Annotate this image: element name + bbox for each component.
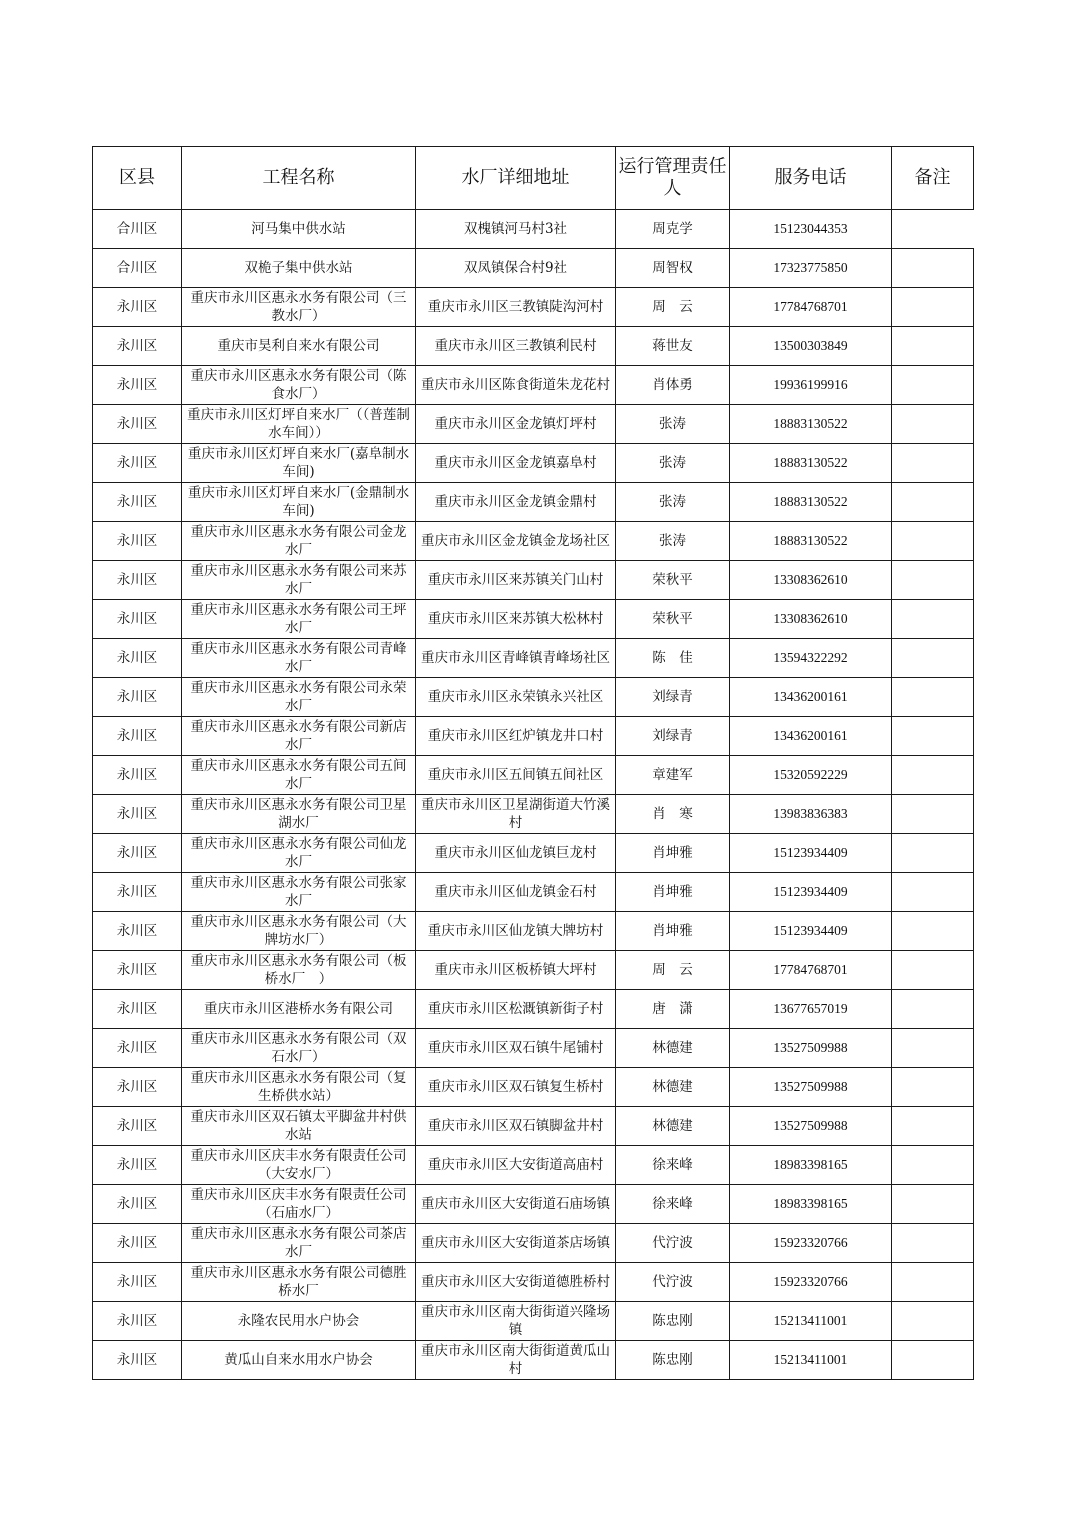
remark-cell xyxy=(892,717,974,756)
project-name-cell: 重庆市永川区惠永水务有限公司新店水厂 xyxy=(182,717,416,756)
table-row xyxy=(93,210,974,249)
address-cell: 重庆市永川区双石镇脚盆井村 xyxy=(416,1107,616,1146)
project-name-cell: 双桅子集中供水站 xyxy=(182,249,416,288)
district-cell: 永川区 xyxy=(93,561,182,600)
table-row xyxy=(93,1341,974,1380)
phone-cell: 13436200161 xyxy=(730,678,892,717)
header-remark: 备注 xyxy=(892,147,974,210)
table-row xyxy=(93,1029,974,1068)
remark-cell xyxy=(892,1185,974,1224)
manager-cell: 陈忠刚 xyxy=(616,1341,730,1380)
manager-cell: 肖坤雅 xyxy=(616,834,730,873)
header-manager: 运行管理责任人 xyxy=(616,147,730,210)
address-cell: 重庆市永川区金龙镇金鼎村 xyxy=(416,483,616,522)
phone-cell: 13527509988 xyxy=(730,1107,892,1146)
district-cell: 永川区 xyxy=(93,1302,182,1341)
table-row xyxy=(93,561,974,600)
phone-cell: 15923320766 xyxy=(730,1263,892,1302)
header-project: 工程名称 xyxy=(182,147,416,210)
district-cell: 永川区 xyxy=(93,1263,182,1302)
remark-cell xyxy=(892,1107,974,1146)
manager-cell: 荣秋平 xyxy=(616,561,730,600)
address-cell: 重庆市永川区三教镇陡沟河村 xyxy=(416,288,616,327)
district-cell: 永川区 xyxy=(93,1029,182,1068)
remark-cell xyxy=(892,483,974,522)
district-cell: 永川区 xyxy=(93,756,182,795)
table-row xyxy=(93,600,974,639)
project-name-cell: 重庆市永川区惠永水务有限公司五间水厂 xyxy=(182,756,416,795)
district-cell: 永川区 xyxy=(93,600,182,639)
manager-cell: 周 云 xyxy=(616,951,730,990)
table-row xyxy=(93,912,974,951)
district-cell: 永川区 xyxy=(93,912,182,951)
header-phone: 服务电话 xyxy=(730,147,892,210)
phone-cell: 18983398165 xyxy=(730,1185,892,1224)
table-row xyxy=(93,1107,974,1146)
table-row xyxy=(93,1068,974,1107)
header-district: 区县 xyxy=(93,147,182,210)
manager-cell: 肖体勇 xyxy=(616,366,730,405)
address-cell: 重庆市永川区大安街道石庙场镇 xyxy=(416,1185,616,1224)
project-name-cell: 重庆市永川区惠永水务有限公司（陈食水厂） xyxy=(182,366,416,405)
phone-cell: 13308362610 xyxy=(730,600,892,639)
project-name-cell: 黄瓜山自来水用水户协会 xyxy=(182,1341,416,1380)
remark-cell xyxy=(892,834,974,873)
remark-cell xyxy=(892,327,974,366)
table-row xyxy=(93,678,974,717)
remark-cell xyxy=(892,405,974,444)
table-row xyxy=(93,834,974,873)
table-row xyxy=(93,288,974,327)
manager-cell: 张涛 xyxy=(616,483,730,522)
remark-cell xyxy=(892,1263,974,1302)
district-cell: 永川区 xyxy=(93,1224,182,1263)
address-cell: 重庆市永川区来苏镇大松林村 xyxy=(416,600,616,639)
phone-cell: 18983398165 xyxy=(730,1146,892,1185)
project-name-cell: 重庆市永川区双石镇太平脚盆井村供水站 xyxy=(182,1107,416,1146)
district-cell: 永川区 xyxy=(93,795,182,834)
project-name-cell: 重庆市昊利自来水有限公司 xyxy=(182,327,416,366)
project-name-cell: 重庆市永川区惠永水务有限公司金龙水厂 xyxy=(182,522,416,561)
manager-cell: 陈 佳 xyxy=(616,639,730,678)
table-row xyxy=(93,405,974,444)
table-row xyxy=(93,639,974,678)
table-row xyxy=(93,717,974,756)
district-cell: 永川区 xyxy=(93,639,182,678)
address-cell: 重庆市永川区板桥镇大坪村 xyxy=(416,951,616,990)
district-cell: 永川区 xyxy=(93,951,182,990)
remark-cell xyxy=(892,639,974,678)
remark-cell xyxy=(892,1224,974,1263)
project-name-cell: 重庆市永川区港桥水务有限公司 xyxy=(182,990,416,1029)
table-row xyxy=(93,444,974,483)
remark-cell xyxy=(892,678,974,717)
table-body xyxy=(93,210,974,1380)
district-cell: 永川区 xyxy=(93,366,182,405)
manager-cell: 肖 寒 xyxy=(616,795,730,834)
remark-cell xyxy=(892,249,974,288)
address-cell: 重庆市永川区卫星湖街道大竹溪村 xyxy=(416,795,616,834)
manager-cell: 代泞波 xyxy=(616,1224,730,1263)
address-cell: 重庆市永川区金龙镇嘉阜村 xyxy=(416,444,616,483)
district-cell: 永川区 xyxy=(93,717,182,756)
manager-cell: 代泞波 xyxy=(616,1263,730,1302)
manager-cell: 周智权 xyxy=(616,249,730,288)
address-cell: 重庆市永川区双石镇复生桥村 xyxy=(416,1068,616,1107)
phone-cell: 13983836383 xyxy=(730,795,892,834)
project-name-cell: 河马集中供水站 xyxy=(182,210,416,249)
table-row xyxy=(93,366,974,405)
address-cell: 重庆市永川区仙龙镇大牌坊村 xyxy=(416,912,616,951)
address-cell: 重庆市永川区大安街道德胜桥村 xyxy=(416,1263,616,1302)
manager-cell: 林德建 xyxy=(616,1029,730,1068)
project-name-cell: 重庆市永川区惠永水务有限公司（三教水厂） xyxy=(182,288,416,327)
address-cell: 重庆市永川区青峰镇青峰场社区 xyxy=(416,639,616,678)
address-cell: 重庆市永川区双石镇牛尾铺村 xyxy=(416,1029,616,1068)
remark-cell xyxy=(892,1146,974,1185)
phone-cell: 15213411001 xyxy=(730,1341,892,1380)
project-name-cell: 重庆市永川区惠永水务有限公司永荣水厂 xyxy=(182,678,416,717)
table-row xyxy=(93,990,974,1029)
phone-cell: 13500303849 xyxy=(730,327,892,366)
address-cell: 重庆市永川区南大街街道兴隆场镇 xyxy=(416,1302,616,1341)
manager-cell: 徐来峰 xyxy=(616,1146,730,1185)
manager-cell: 肖坤雅 xyxy=(616,912,730,951)
project-name-cell: 重庆市永川区惠永水务有限公司王坪水厂 xyxy=(182,600,416,639)
header-row xyxy=(93,147,974,210)
manager-cell: 林德建 xyxy=(616,1107,730,1146)
project-name-cell: 重庆市永川区灯坪自来水厂（（普莲制水车间）） xyxy=(182,405,416,444)
manager-cell: 张涛 xyxy=(616,522,730,561)
address-cell: 重庆市永川区来苏镇关门山村 xyxy=(416,561,616,600)
manager-cell: 蒋世友 xyxy=(616,327,730,366)
district-cell: 永川区 xyxy=(93,1341,182,1380)
table-row xyxy=(93,951,974,990)
manager-cell: 徐来峰 xyxy=(616,1185,730,1224)
manager-cell: 唐 潇 xyxy=(616,990,730,1029)
district-cell: 永川区 xyxy=(93,1107,182,1146)
remark-cell xyxy=(892,1302,974,1341)
phone-cell: 15123044353 xyxy=(730,210,892,249)
remark-cell xyxy=(892,951,974,990)
address-cell: 重庆市永川区金龙镇灯坪村 xyxy=(416,405,616,444)
district-cell: 合川区 xyxy=(93,210,182,249)
district-cell: 永川区 xyxy=(93,1068,182,1107)
district-cell: 永川区 xyxy=(93,1185,182,1224)
project-name-cell: 重庆市永川区惠永水务有限公司来苏水厂 xyxy=(182,561,416,600)
table-row xyxy=(93,327,974,366)
table-row xyxy=(93,795,974,834)
project-name-cell: 重庆市永川区惠永水务有限公司张家水厂 xyxy=(182,873,416,912)
address-cell: 重庆市永川区大安街道茶店场镇 xyxy=(416,1224,616,1263)
address-cell: 重庆市永川区仙龙镇金石村 xyxy=(416,873,616,912)
manager-cell: 陈忠刚 xyxy=(616,1302,730,1341)
project-name-cell: 重庆市永川区惠永水务有限公司（双石水厂） xyxy=(182,1029,416,1068)
phone-cell: 18883130522 xyxy=(730,522,892,561)
address-cell: 双槐镇河马村3社 xyxy=(416,210,616,249)
district-cell: 永川区 xyxy=(93,405,182,444)
remark-cell xyxy=(892,561,974,600)
district-cell: 永川区 xyxy=(93,990,182,1029)
remark-cell xyxy=(892,288,974,327)
phone-cell: 15923320766 xyxy=(730,1224,892,1263)
district-cell: 永川区 xyxy=(93,483,182,522)
address-cell: 重庆市永川区五间镇五间社区 xyxy=(416,756,616,795)
remark-cell xyxy=(892,990,974,1029)
table-row xyxy=(93,522,974,561)
project-name-cell: 重庆市永川区惠永水务有限公司青峰水厂 xyxy=(182,639,416,678)
phone-cell: 13527509988 xyxy=(730,1029,892,1068)
table-row xyxy=(93,1146,974,1185)
manager-cell: 章建军 xyxy=(616,756,730,795)
phone-cell: 18883130522 xyxy=(730,444,892,483)
manager-cell: 张涛 xyxy=(616,405,730,444)
phone-cell: 15123934409 xyxy=(730,873,892,912)
project-name-cell: 重庆市永川区惠永水务有限公司卫星湖水厂 xyxy=(182,795,416,834)
table-row xyxy=(93,249,974,288)
project-name-cell: 重庆市永川区灯坪自来水厂(嘉阜制水车间) xyxy=(182,444,416,483)
phone-cell: 17784768701 xyxy=(730,288,892,327)
manager-cell: 张涛 xyxy=(616,444,730,483)
address-cell: 重庆市永川区松溉镇新街子村 xyxy=(416,990,616,1029)
table-row xyxy=(93,1224,974,1263)
remark-cell xyxy=(892,1068,974,1107)
project-name-cell: 重庆市永川区惠永水务有限公司德胜桥水厂 xyxy=(182,1263,416,1302)
phone-cell: 15123934409 xyxy=(730,912,892,951)
phone-cell: 18883130522 xyxy=(730,405,892,444)
project-name-cell: 重庆市永川区惠永水务有限公司（大牌坊水厂） xyxy=(182,912,416,951)
remark-cell xyxy=(892,1029,974,1068)
table-row xyxy=(93,483,974,522)
phone-cell: 15123934409 xyxy=(730,834,892,873)
manager-cell: 周 云 xyxy=(616,288,730,327)
address-cell: 重庆市永川区大安街道高庙村 xyxy=(416,1146,616,1185)
district-cell: 永川区 xyxy=(93,444,182,483)
table-row xyxy=(93,756,974,795)
address-cell: 重庆市永川区金龙镇金龙场社区 xyxy=(416,522,616,561)
district-cell: 永川区 xyxy=(93,873,182,912)
manager-cell: 荣秋平 xyxy=(616,600,730,639)
phone-cell: 18883130522 xyxy=(730,483,892,522)
header-address: 水厂详细地址 xyxy=(416,147,616,210)
table-row xyxy=(93,1263,974,1302)
manager-cell: 刘绿青 xyxy=(616,678,730,717)
address-cell: 重庆市永川区南大街街道黄瓜山村 xyxy=(416,1341,616,1380)
phone-cell: 15320592229 xyxy=(730,756,892,795)
water-plant-table xyxy=(92,146,974,1380)
phone-cell: 13527509988 xyxy=(730,1068,892,1107)
phone-cell: 17323775850 xyxy=(730,249,892,288)
manager-cell: 肖坤雅 xyxy=(616,873,730,912)
remark-cell xyxy=(892,600,974,639)
address-cell: 重庆市永川区仙龙镇巨龙村 xyxy=(416,834,616,873)
phone-cell: 19936199916 xyxy=(730,366,892,405)
project-name-cell: 重庆市永川区惠永水务有限公司（复生桥供水站） xyxy=(182,1068,416,1107)
project-name-cell: 重庆市永川区惠永水务有限公司茶店水厂 xyxy=(182,1224,416,1263)
address-cell: 重庆市永川区三教镇利民村 xyxy=(416,327,616,366)
district-cell: 永川区 xyxy=(93,834,182,873)
address-cell: 双凤镇保合村9社 xyxy=(416,249,616,288)
remark-cell xyxy=(892,1341,974,1380)
table-row xyxy=(93,1302,974,1341)
address-cell: 重庆市永川区红炉镇龙井口村 xyxy=(416,717,616,756)
project-name-cell: 重庆市永川区惠永水务有限公司（板桥水厂 ） xyxy=(182,951,416,990)
phone-cell: 15213411001 xyxy=(730,1302,892,1341)
phone-cell: 13436200161 xyxy=(730,717,892,756)
remark-cell xyxy=(892,873,974,912)
remark-cell xyxy=(892,756,974,795)
manager-cell: 周克学 xyxy=(616,210,730,249)
project-name-cell: 重庆市永川区惠永水务有限公司仙龙水厂 xyxy=(182,834,416,873)
project-name-cell: 重庆市永川区庆丰水务有限责任公司（大安水厂） xyxy=(182,1146,416,1185)
phone-cell: 13594322292 xyxy=(730,639,892,678)
remark-cell xyxy=(892,522,974,561)
district-cell: 永川区 xyxy=(93,522,182,561)
remark-cell xyxy=(892,912,974,951)
remark-cell xyxy=(892,795,974,834)
phone-cell: 17784768701 xyxy=(730,951,892,990)
project-name-cell: 重庆市永川区灯坪自来水厂(金鼎制水车间) xyxy=(182,483,416,522)
table-row xyxy=(93,873,974,912)
project-name-cell: 永隆农民用水户协会 xyxy=(182,1302,416,1341)
project-name-cell: 重庆市永川区庆丰水务有限责任公司（石庙水厂） xyxy=(182,1185,416,1224)
phone-cell: 13677657019 xyxy=(730,990,892,1029)
remark-cell xyxy=(892,444,974,483)
address-cell: 重庆市永川区永荣镇永兴社区 xyxy=(416,678,616,717)
manager-cell: 林德建 xyxy=(616,1068,730,1107)
district-cell: 永川区 xyxy=(93,288,182,327)
address-cell: 重庆市永川区陈食街道朱龙花村 xyxy=(416,366,616,405)
manager-cell: 刘绿青 xyxy=(616,717,730,756)
district-cell: 永川区 xyxy=(93,678,182,717)
phone-cell: 13308362610 xyxy=(730,561,892,600)
district-cell: 永川区 xyxy=(93,327,182,366)
table-row xyxy=(93,1185,974,1224)
remark-cell xyxy=(892,366,974,405)
district-cell: 永川区 xyxy=(93,1146,182,1185)
district-cell: 合川区 xyxy=(93,249,182,288)
